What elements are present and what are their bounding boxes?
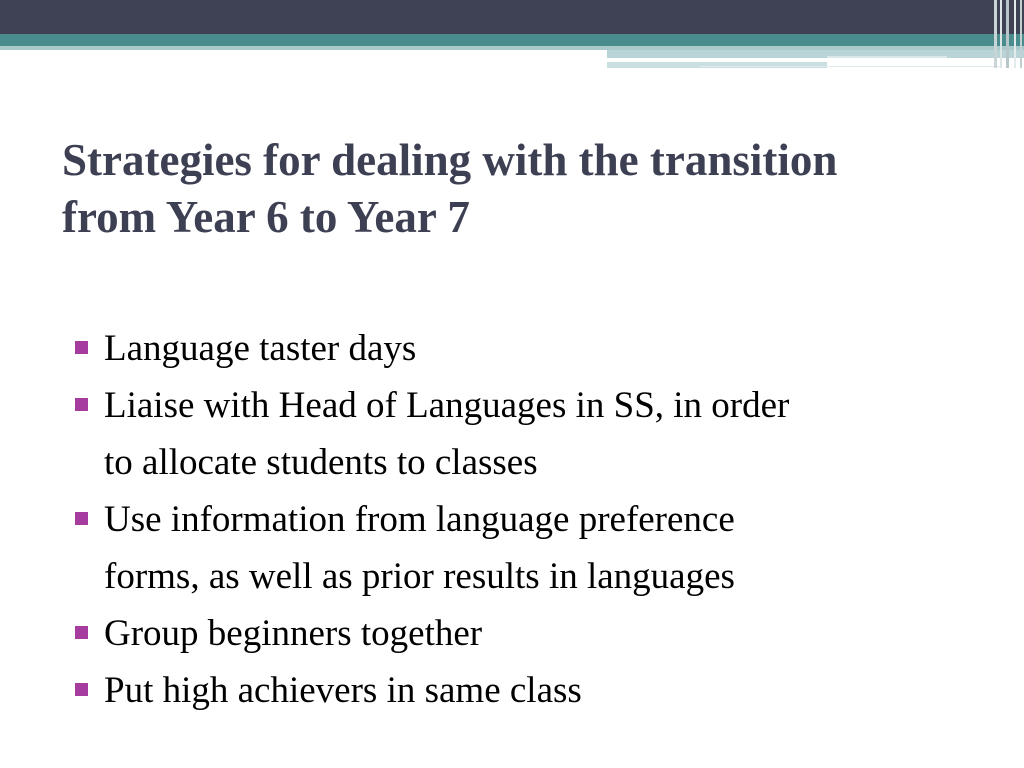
bullet-text-continued: to allocate students to classes: [104, 442, 538, 483]
header-teal-band: [0, 34, 1024, 46]
bullet-text: Liaise with Head of Languages in SS, in order: [104, 385, 790, 426]
square-bullet-icon: [75, 683, 88, 696]
slide-title: [62, 132, 962, 246]
square-bullet-icon: [75, 341, 88, 354]
square-bullet-icon: [75, 398, 88, 411]
vertical-stripe: [1000, 0, 1002, 68]
bullet-list: [75, 320, 975, 719]
header-accent-line: [827, 56, 947, 58]
bullet-item: [75, 377, 975, 491]
bullet-text: Group beginners together: [104, 613, 483, 654]
bullet-text: Language taster days: [104, 328, 417, 369]
bullet-text: Use information from language preference: [104, 499, 735, 540]
vertical-stripe: [1006, 0, 1009, 68]
bullet-item: [75, 320, 975, 377]
square-bullet-icon: [75, 626, 88, 639]
bullet-item: [75, 662, 975, 719]
square-bullet-icon: [75, 512, 88, 525]
bullet-item: [75, 605, 975, 662]
vertical-stripe: [1014, 0, 1016, 68]
slide-title-line-1: Strategies for dealing with the transition: [62, 135, 838, 185]
bullet-item: [75, 491, 975, 605]
header-dark-band: [0, 0, 1024, 34]
header-accent-line-secondary: [700, 66, 1000, 67]
header-vertical-stripes: [990, 0, 1024, 68]
bullet-text-continued: forms, as well as prior results in languages: [104, 556, 735, 597]
header-accent-bar-secondary: [607, 62, 827, 68]
slide-title-line-2: from Year 6 to Year 7: [62, 192, 470, 242]
header-accent-bar: [607, 50, 1024, 58]
vertical-stripe: [994, 0, 997, 68]
vertical-stripe: [1020, 0, 1022, 68]
bullet-text: Put high achievers in same class: [104, 670, 582, 711]
